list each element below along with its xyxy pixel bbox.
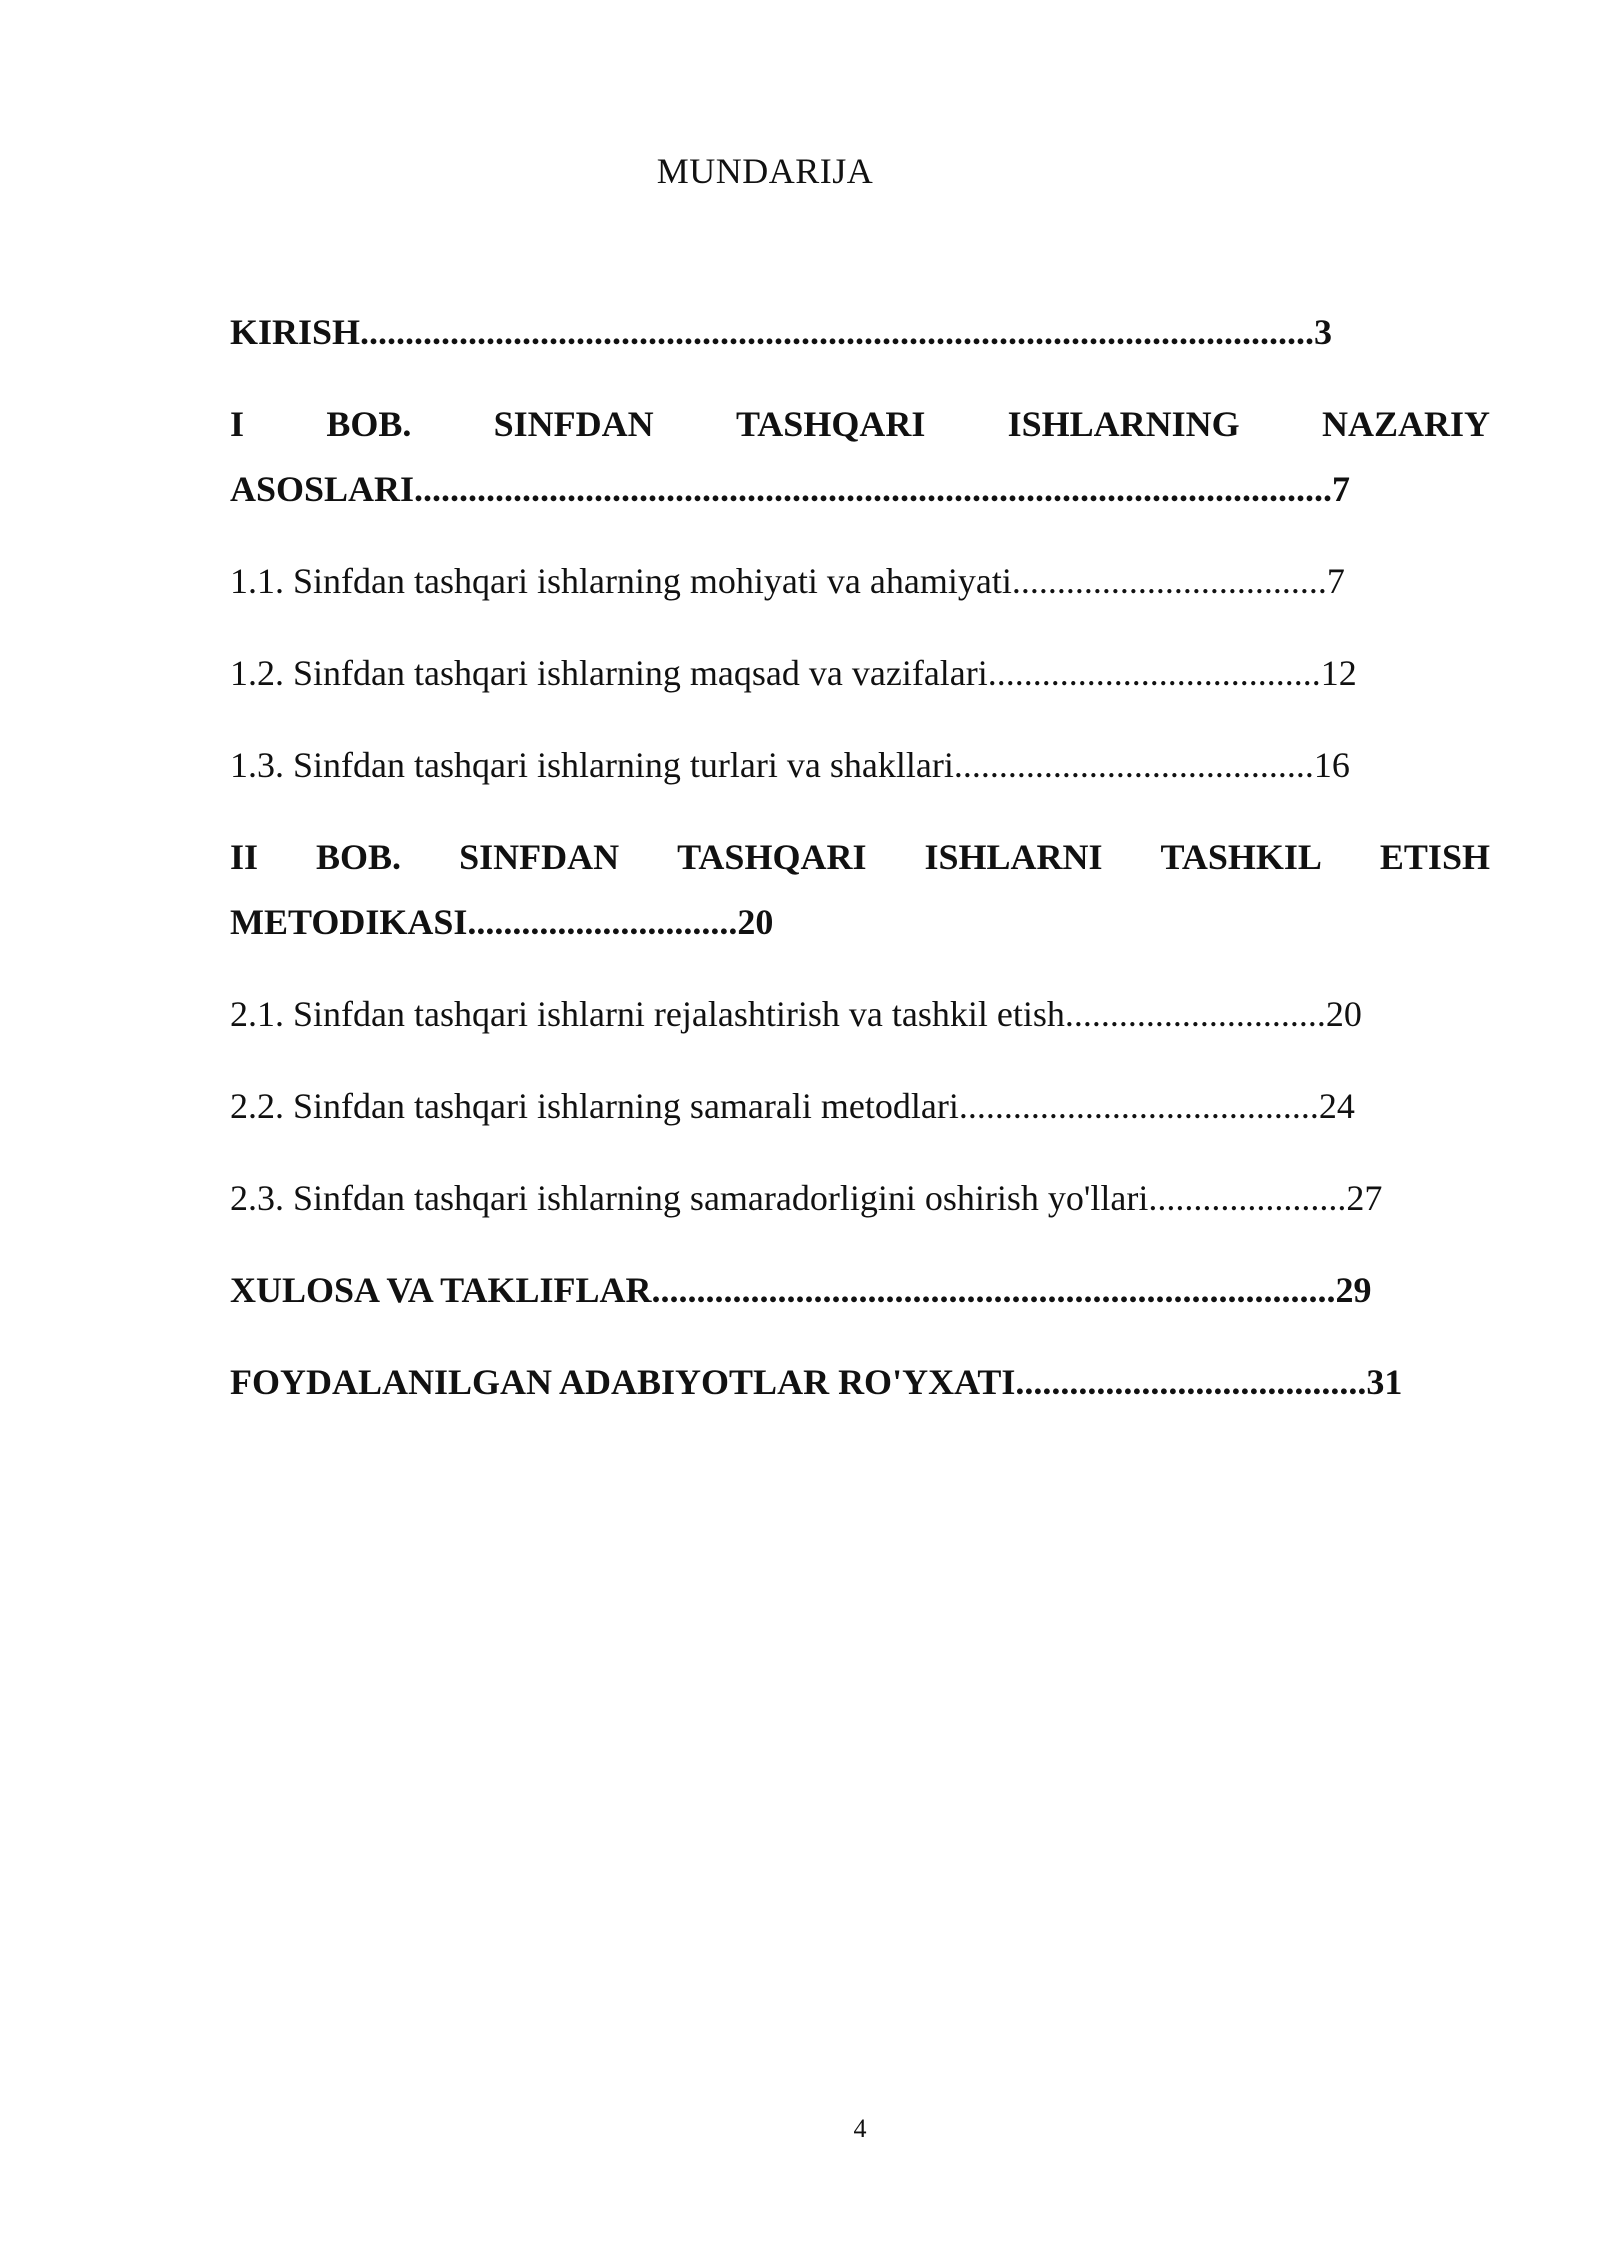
toc-chapter-1-word: SINFDAN xyxy=(493,404,654,444)
toc-chapter-1-word: NAZARIY xyxy=(1321,404,1490,444)
document-title: MUNDARIJA xyxy=(656,151,874,191)
toc-chapter-2-word: ISHLARNI xyxy=(924,837,1103,877)
toc-chapter-1-word: TASHQARI xyxy=(735,404,926,444)
toc-chapter-1-line1 xyxy=(230,392,1490,457)
toc-entry-adabiyotlar: FOYDALANILGAN ADABIYOTLAR RO'YXATI.......................................31 xyxy=(230,1362,1403,1402)
toc-chapter-2-word: TASHQARI xyxy=(677,837,867,877)
toc-chapter-2 xyxy=(230,825,1490,955)
toc-entry-2-2: 2.2. Sinfdan tashqari ishlarning samarali metodlari........................................24 xyxy=(230,1086,1355,1126)
page-number: 4 xyxy=(853,2114,867,2143)
toc-chapter-2-line1 xyxy=(230,825,1490,890)
toc-chapter-1-line2: ASOSLARI......................................................................................................7 xyxy=(230,469,1351,509)
toc-entry-1-1: 1.1. Sinfdan tashqari ishlarning mohiyati va ahamiyati...................................7 xyxy=(230,561,1345,601)
toc-chapter-2-word: II xyxy=(230,837,259,877)
toc-chapter-2-line2: METODIKASI..............................20 xyxy=(230,902,774,942)
toc-chapter-1-word: I xyxy=(230,404,245,444)
toc-chapter-2-word: TASHKIL xyxy=(1160,837,1322,877)
toc-entry-1-2: 1.2. Sinfdan tashqari ishlarning maqsad va vazifalari.....................................12 xyxy=(230,653,1357,693)
table-of-contents xyxy=(230,300,1490,1415)
toc-chapter-2-word: SINFDAN xyxy=(459,837,620,877)
toc-entry-kirish: KIRISH..........................................................................................................3 xyxy=(230,312,1333,352)
toc-entry-1-3: 1.3. Sinfdan tashqari ishlarning turlari va shakllari........................................16 xyxy=(230,745,1350,785)
toc-chapter-2-word: ETISH xyxy=(1379,837,1490,877)
toc-chapter-1-word: ISHLARNING xyxy=(1007,404,1240,444)
toc-entry-2-3: 2.3. Sinfdan tashqari ishlarning samaradorligini oshirish yo'llari......................27 xyxy=(230,1178,1383,1218)
toc-chapter-2-word: BOB. xyxy=(316,837,402,877)
toc-chapter-1-word: BOB. xyxy=(326,404,412,444)
toc-chapter-1 xyxy=(230,392,1490,522)
toc-entry-2-1: 2.1. Sinfdan tashqari ishlarni rejalashtirish va tashkil etish.............................20 xyxy=(230,994,1362,1034)
toc-entry-xulosa: XULOSA VA TAKLIFLAR............................................................................29 xyxy=(230,1270,1372,1310)
